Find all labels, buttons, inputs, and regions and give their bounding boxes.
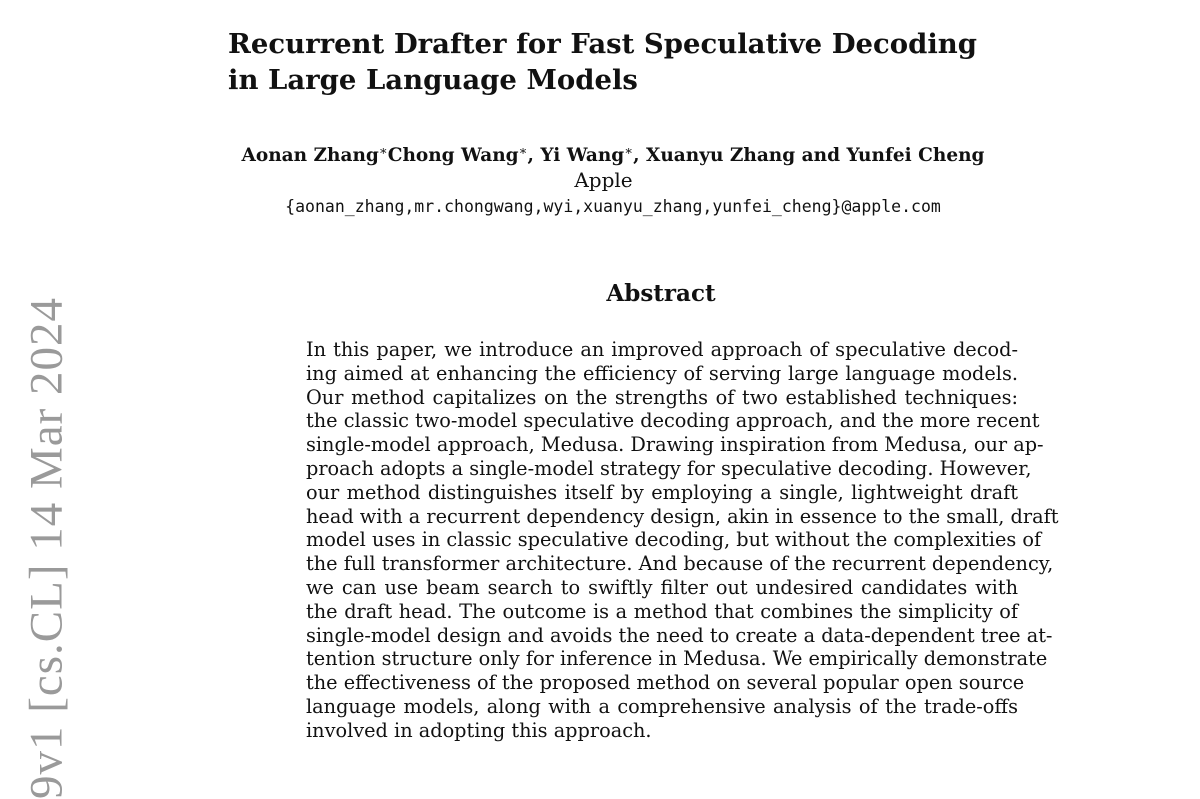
abstract-line: head with a recurrent dependency design, akin in essence to the small, draft [306, 504, 1059, 528]
title-line-1: Recurrent Drafter for Fast Speculative Decoding [228, 28, 978, 60]
abstract-line: the effectiveness of the proposed method on several popular open source [306, 671, 1025, 695]
abstract-line: model uses in classic speculative decoding, but without the complexities of [306, 528, 1042, 552]
abstract-line: language models, along with a comprehensive analysis of the trade-offs [306, 694, 1018, 718]
title-line-2: in Large Language Models [228, 64, 638, 96]
author-name: Chong Wang [387, 145, 519, 166]
equal-contribution-mark: ∗ [624, 144, 634, 159]
affiliation: Apple [574, 168, 633, 192]
abstract-line: the classic two-model speculative decoding approach, and the more recent [306, 409, 1040, 433]
author-emails: {aonan_zhang,mr.chongwang,wyi,xuanyu_zhang,yunfei_cheng}@apple.com [285, 197, 941, 216]
abstract-line: ing aimed at enhancing the efficiency of serving large language models. [306, 361, 1018, 385]
abstract-line: the draft head. The outcome is a method that combines the simplicity of [306, 599, 1018, 623]
abstract-line: we can use beam search to swiftly filter out undesired candidates with [306, 575, 1018, 599]
author-name: Yi Wang [540, 145, 625, 166]
abstract-line: single-model approach, Medusa. Drawing inspiration from Medusa, our ap- [306, 433, 1044, 457]
equal-contribution-mark: ∗ [378, 144, 388, 159]
author-names-rest: Xuanyu Zhang and Yunfei Cheng [645, 145, 985, 166]
abstract-line: the full transformer architecture. And because of the recurrent dependency, [306, 552, 1054, 576]
abstract-line: our method distinguishes itself by employing a single, lightweight draft [306, 480, 1018, 504]
abstract-line: involved in adopting this approach. [306, 718, 652, 742]
abstract-text [306, 338, 1059, 743]
paper-title [228, 26, 1048, 98]
abstract-line: single-model design and avoids the need to create a data-dependent tree at- [306, 623, 1053, 647]
abstract-line: proach adopts a single-model strategy for speculative decoding. However, [306, 456, 1032, 480]
arxiv-identifier-stamp: 9v1 [cs.CL] 14 Mar 2024 [20, 296, 73, 799]
abstract-line: Our method capitalizes on the strengths of two established techniques: [306, 385, 1018, 409]
author-list: Aonan Zhang∗Chong Wang∗, Yi Wang∗, Xuanyu Zhang and Yunfei Cheng [241, 144, 985, 166]
abstract-line: In this paper, we introduce an improved approach of speculative decod- [306, 338, 1018, 361]
author-name: Aonan Zhang [241, 145, 379, 166]
equal-contribution-mark: ∗ [518, 144, 528, 159]
abstract-heading: Abstract [606, 280, 716, 307]
abstract-line: tention structure only for inference in Medusa. We empirically demonstrate [306, 647, 1048, 671]
